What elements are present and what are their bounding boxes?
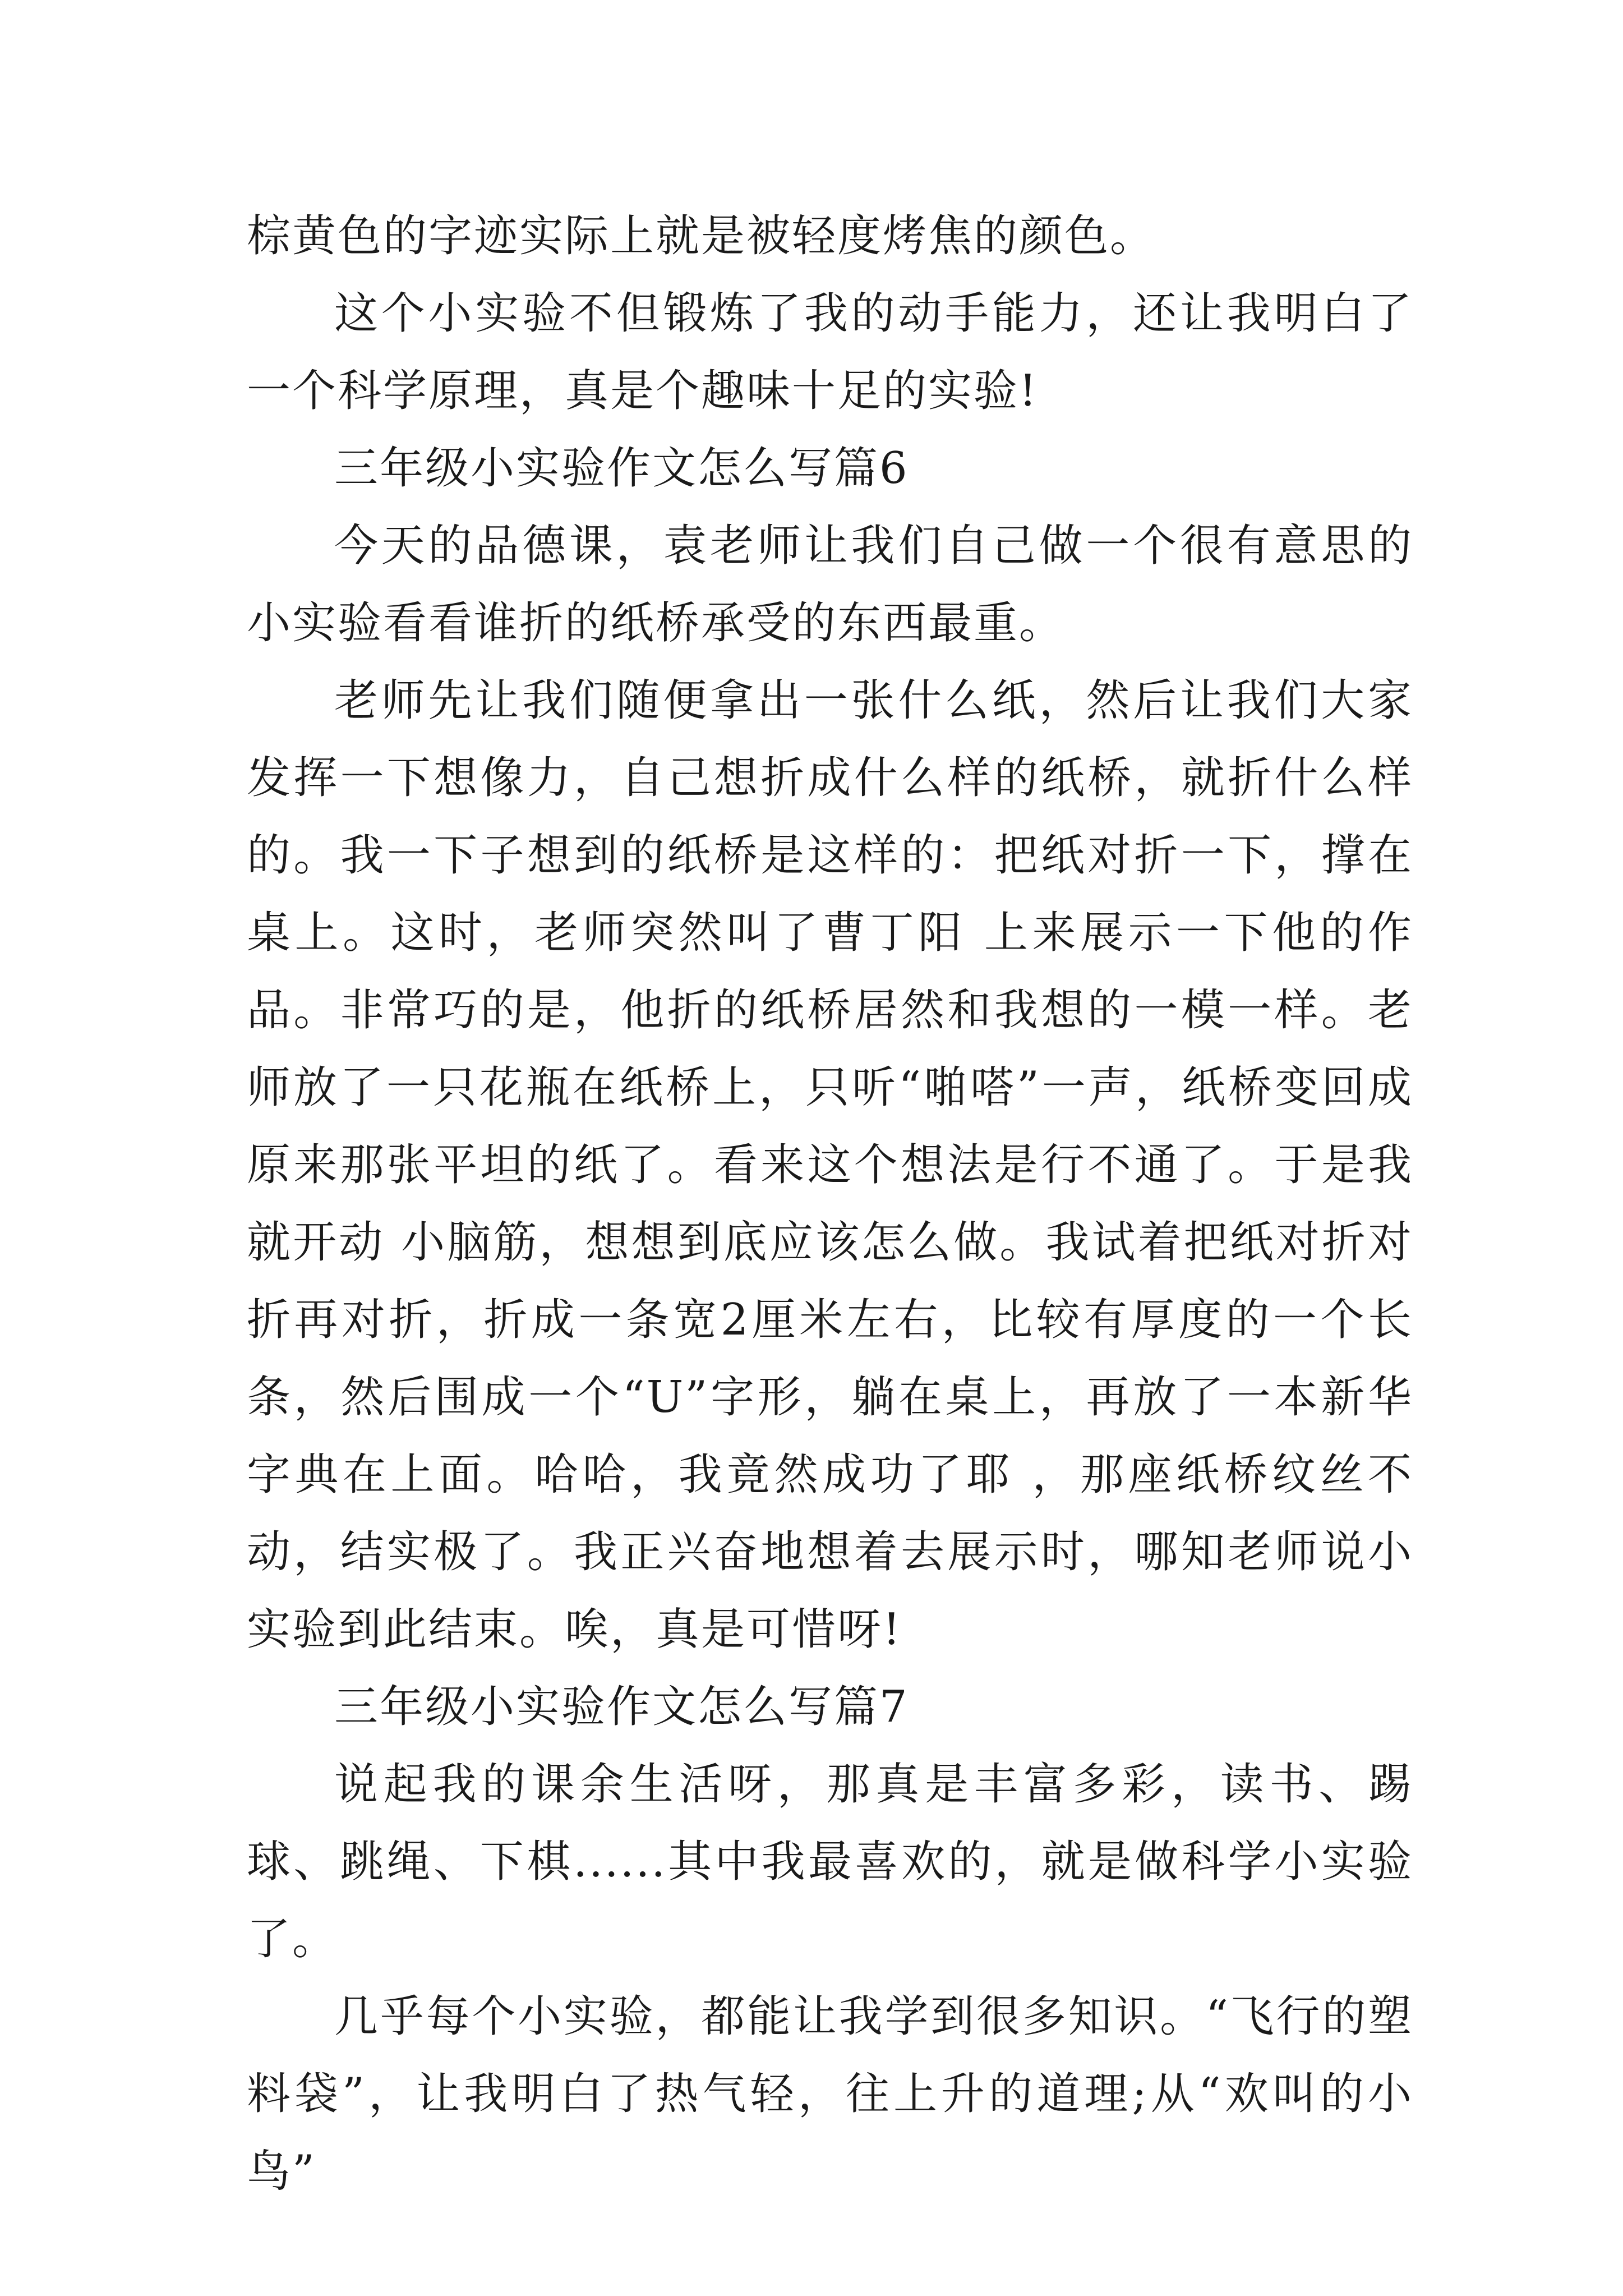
paragraph: 这个小实验不但锻炼了我的动手能力，还让我明白了一个科学原理，真是个趣味十足的实验! (247, 288, 1413, 416)
paragraph: 说起我的课余生活呀，那真是丰富多彩，读书、踢球、跳绳、下棋......其中我最喜欢的，就是做科学小实验了。 (247, 1759, 1413, 1964)
paragraph: 今天的品德课，袁老师让我们自己做一个很有意思的小实验看看谁折的纸桥承受的东西最重。 (247, 521, 1413, 648)
document-body (247, 197, 1413, 2210)
paragraph-continued: 棕黄色的字迹实际上就是被轻度烤焦的颜色。 (247, 211, 1156, 261)
section-heading-6: 三年级小实验作文怎么写篇6 (334, 443, 909, 494)
paragraph: 老师先让我们随便拿出一张什么纸，然后让我们大家发挥一下想像力，自己想折成什么样的纸桥，就折什么样的。我一下子想到的纸桥是这样的：把纸对折一下，撑在桌上。这时，老师突然叫了曹丁阳 上来展示一下他的作品。非常巧的是，他折的纸桥居然和我想的一模一样。老师放了一只花瓶在纸桥上，只听“啪嗒”一声，纸桥变回成原来那张平坦的纸了。看来这个想法是行不通了。于是我就开动 小脑筋，想想到底应该怎么做。我试着把纸对折对折再对折，折成一条宽2厘米左右，比较有厚度的一个长条，然后围成一个“U”字形，躺在桌上，再放了一本新华字典在上面。哈哈，我竟然成功了耶 ，那座纸桥纹丝不动，结实极了。我正兴奋地想着去展示时，哪知老师说小实验到此结束。唉，真是可惜呀! (247, 675, 1413, 1655)
section-heading-7: 三年级小实验作文怎么写篇7 (334, 1682, 909, 1732)
paragraph: 几乎每个小实验，都能让我学到很多知识。“飞行的塑料袋”，让我明白了热气轻，往上升的道理;从“欢叫的小鸟” (247, 1991, 1413, 2197)
